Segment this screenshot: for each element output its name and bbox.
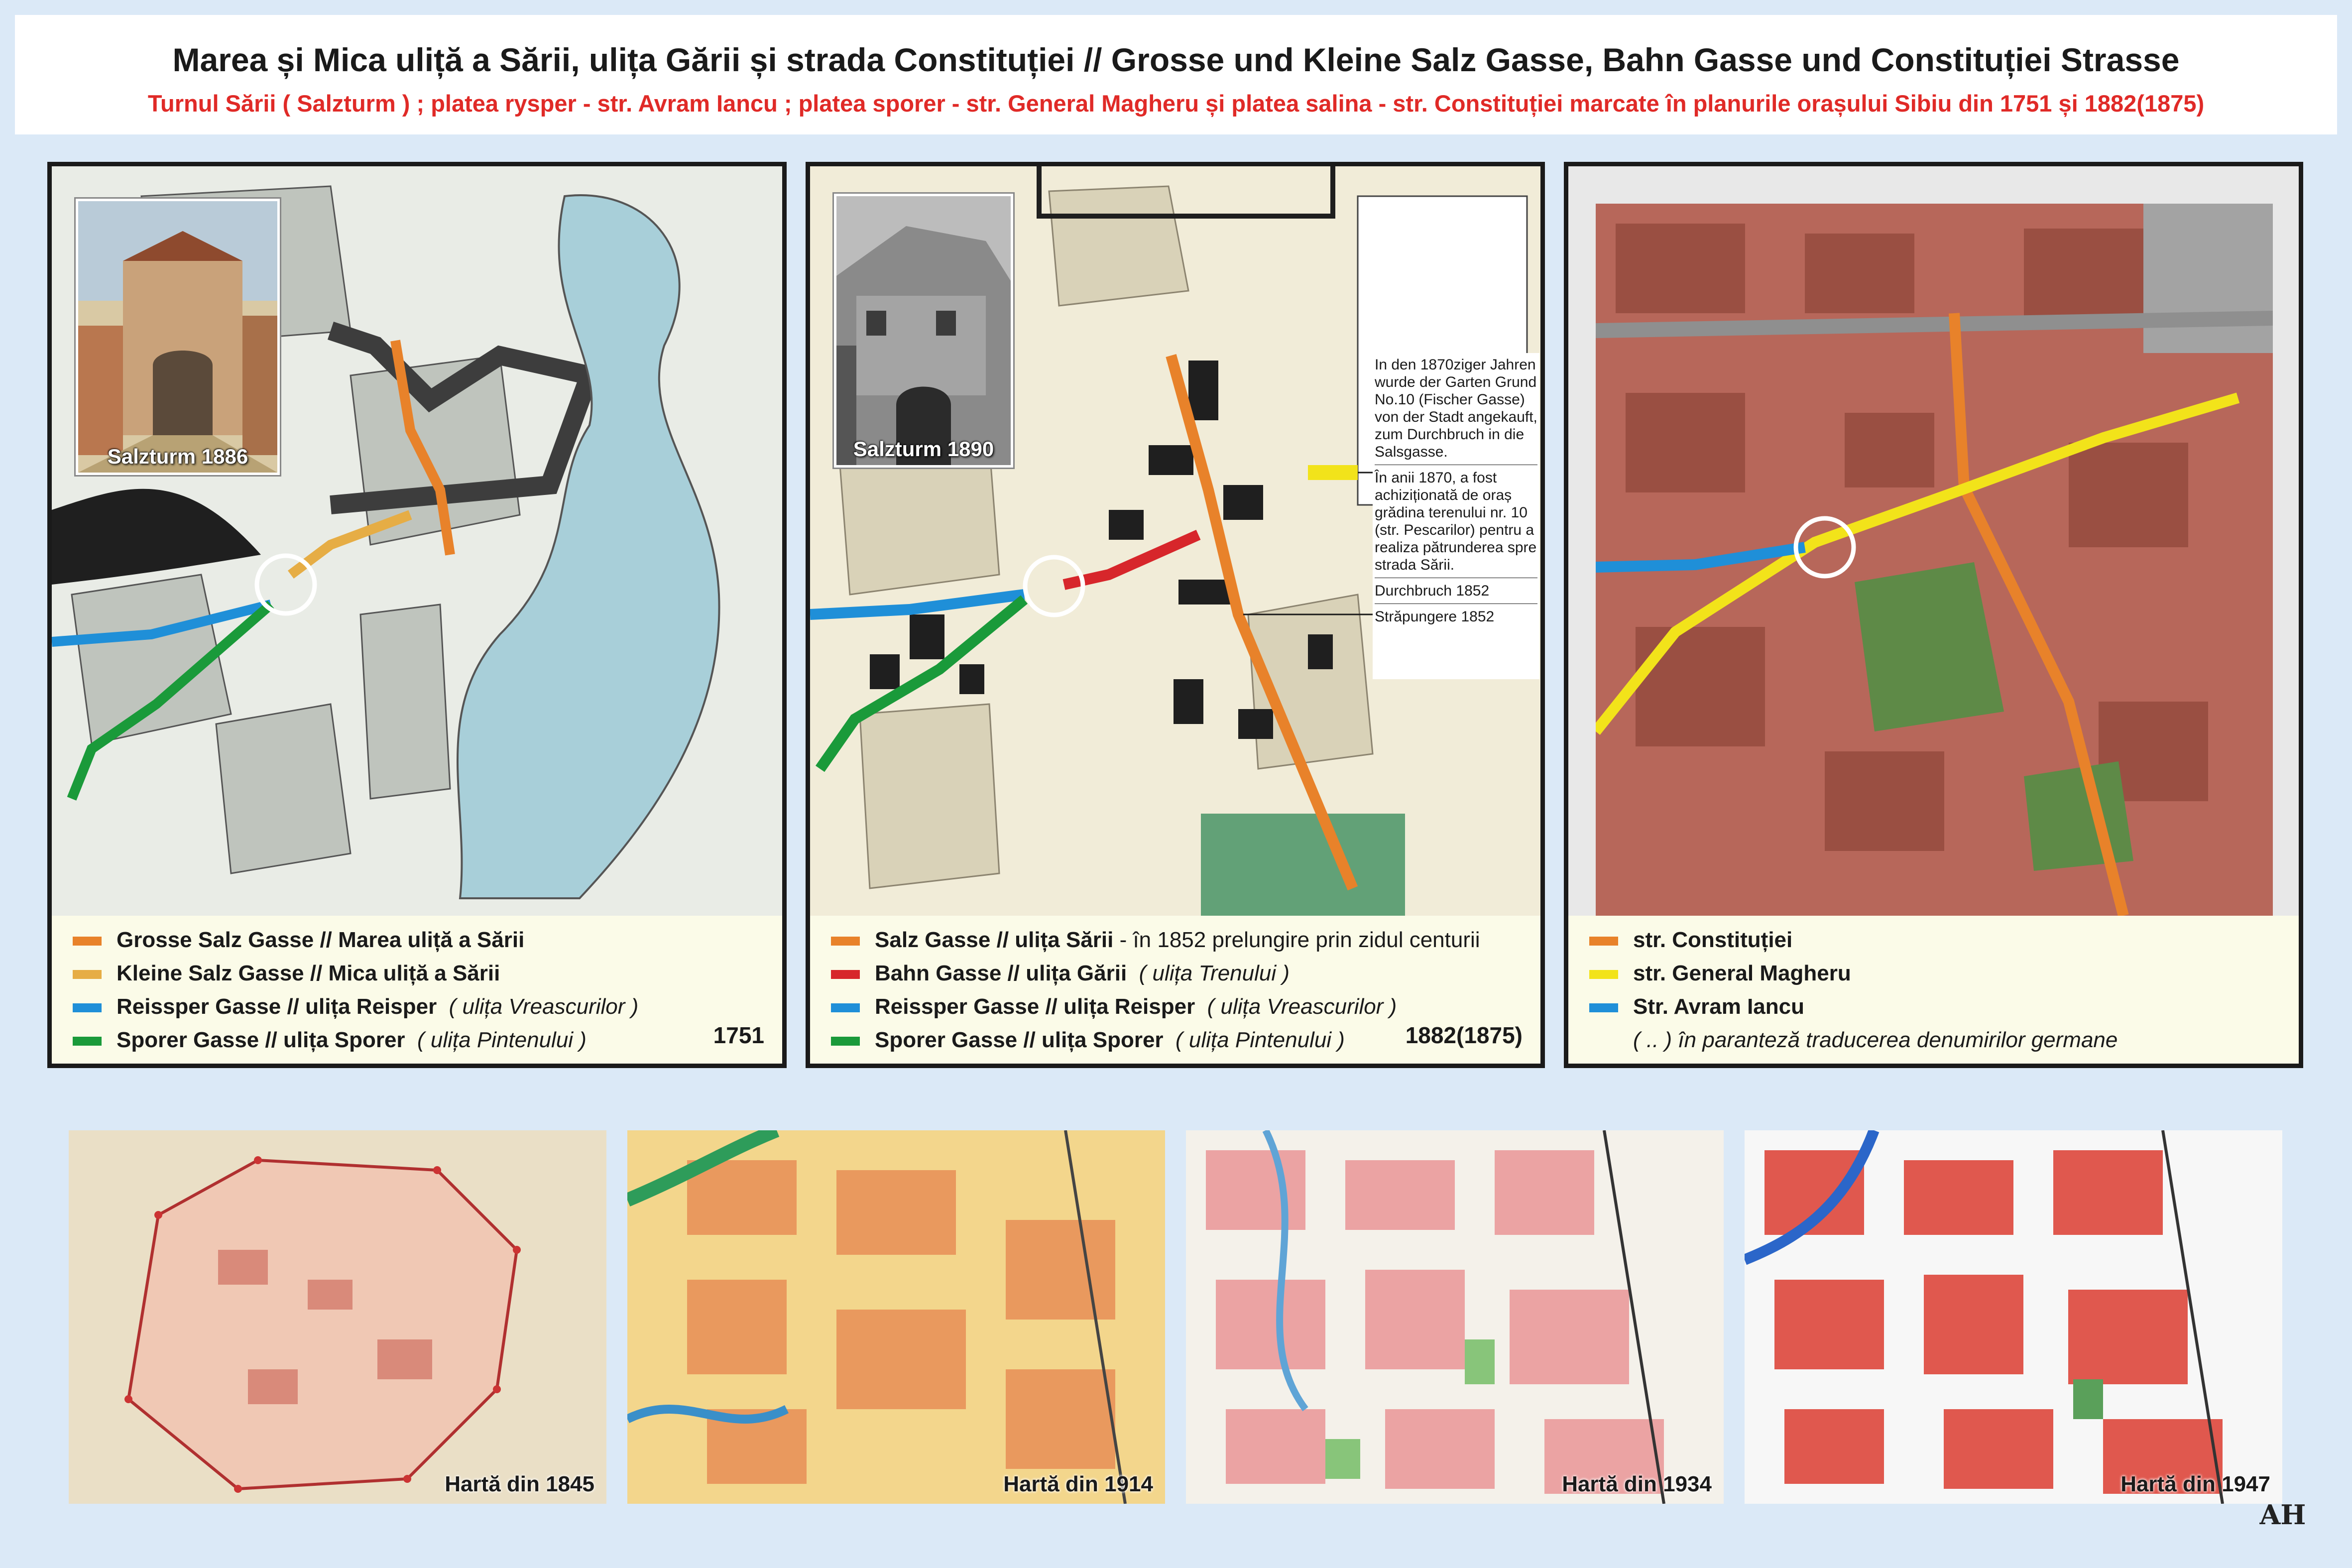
panel-map-1882 [806,162,1545,1068]
legend-footnote [1633,1028,2117,1056]
salzturm-1890-inset [834,194,1013,468]
legend-item [1589,928,1792,956]
legend-swatch [73,970,102,979]
legend-label: Sporer Gasse // ulița Sporer [875,1028,1164,1052]
legend-modern [1568,916,2299,1064]
legend-note: - în 1852 prelungire prin zidul centurii [1113,928,1480,952]
annotation-ro: În anii 1870, a fost achiziționată de oraș grădina terenului nr. 10 (str. Pescarilor) pentru a realiza pătrunderea spre strada Sării. [1375,470,1537,573]
annotation-divider [1375,603,1537,604]
map-1947-drawing [1745,1130,2282,1504]
annotation-de: In den 1870ziger Jahren wurde der Garten Grund No.10 (Fischer Gasse) von der Stadt angekauft, zum Durchbruch in die Salsgasse. [1375,357,1537,460]
legend-item [73,928,524,956]
page-subtitle: Turnul Sării ( Salzturm ) ; platea rysper - str. Avram Iancu ; platea sporer - str. General Magheru și platea salina - str. Constituției marcate în planurile orașului Sibiu din 1751 și 1882(1875) [147,90,2205,117]
salzturm-1886-caption: Salzturm 1886 [107,445,248,468]
legend-label: Reissper Gasse // ulița Reisper [875,994,1195,1019]
legend-note: ( ulița Pintenului ) [417,1028,587,1052]
legend-swatch [73,1037,102,1046]
historic-map-1947 [1745,1130,2282,1504]
map-1882 [810,166,1540,916]
annotation-box [1373,353,1539,679]
legend-1882 [810,916,1540,1064]
map-1914-caption: Hartă din 1914 [1003,1472,1153,1496]
map-1934-drawing [1186,1130,1724,1504]
legend-swatch [831,937,860,946]
legend-item [831,1028,1345,1056]
panel-map-1751 [47,162,787,1068]
map-1845-caption: Hartă din 1845 [445,1472,594,1496]
legend-swatch [1589,970,1618,979]
legend-swatch [831,970,860,979]
year-label: 1751 [713,1022,764,1048]
legend-label: Str. Avram Iancu [1633,994,1804,1019]
year-label: 1882(1875) [1405,1022,1523,1048]
legend-swatch [1589,1003,1618,1012]
legend-swatch [831,1003,860,1012]
legend-label: Bahn Gasse // ulița Gării [875,961,1127,985]
salzturm-1886-painting [78,201,277,473]
legend-item [1589,994,1804,1022]
legend-label: Reissper Gasse // ulița Reisper [117,994,437,1019]
title-box [15,15,2337,134]
historic-map-1934 [1186,1130,1724,1504]
annotation-durchbruch: Durchbruch 1852 [1375,583,1490,599]
footnote-text: ( .. ) în paranteză traducerea denumirilor germane [1633,1028,2118,1052]
author-logo: AH [2259,1499,2306,1531]
legend-swatch [73,1003,102,1012]
legend-item [831,961,1290,989]
legend-label: Kleine Salz Gasse // Mica uliță a Sării [117,961,500,985]
legend-swatch [73,937,102,946]
legend-swatch [1589,937,1618,946]
legend-item [831,994,1397,1022]
legend-label: str. General Magheru [1633,961,1851,985]
legend-item [73,1028,587,1056]
map-1845-drawing [69,1130,606,1504]
map-1947-caption: Hartă din 1947 [2120,1472,2270,1496]
salzturm-1890-photo [836,196,1011,465]
page-title: Marea și Mica uliță a Sării, ulița Gării și strada Constituției // Grosse und Kleine Salz Gasse, Bahn Gasse und Constituției Strasse [172,41,2180,78]
legend-swatch [831,1037,860,1046]
map-1934-caption: Hartă din 1934 [1562,1472,1712,1496]
legend-label: Sporer Gasse // ulița Sporer [117,1028,405,1052]
legend-1751 [52,916,782,1064]
legend-label: Grosse Salz Gasse // Marea uliță a Sării [117,928,525,952]
legend-label: Salz Gasse // ulița Sării [875,928,1114,952]
aerial-photo [1596,204,2273,916]
historic-map-1845 [69,1130,606,1504]
legend-note: ( ulița Trenului ) [1139,961,1290,985]
map-1914-drawing [627,1130,1165,1504]
map-1751 [52,166,782,916]
legend-item [73,994,638,1022]
legend-note: ( ulița Vreascurilor ) [449,994,639,1019]
annotation-strapungere: Străpungere 1852 [1375,608,1495,625]
salzturm-1886-inset [76,199,280,475]
historic-map-1914 [627,1130,1165,1504]
panel-map-modern [1564,162,2303,1068]
legend-label: str. Constituției [1633,928,1793,952]
legend-item [73,961,500,989]
legend-note: ( ulița Vreascurilor ) [1207,994,1397,1019]
legend-note: ( ulița Pintenului ) [1176,1028,1345,1052]
map-modern [1568,166,2299,916]
salzturm-1890-caption: Salzturm 1890 [853,437,994,461]
legend-item [1589,961,1851,989]
legend-item [831,928,1480,956]
